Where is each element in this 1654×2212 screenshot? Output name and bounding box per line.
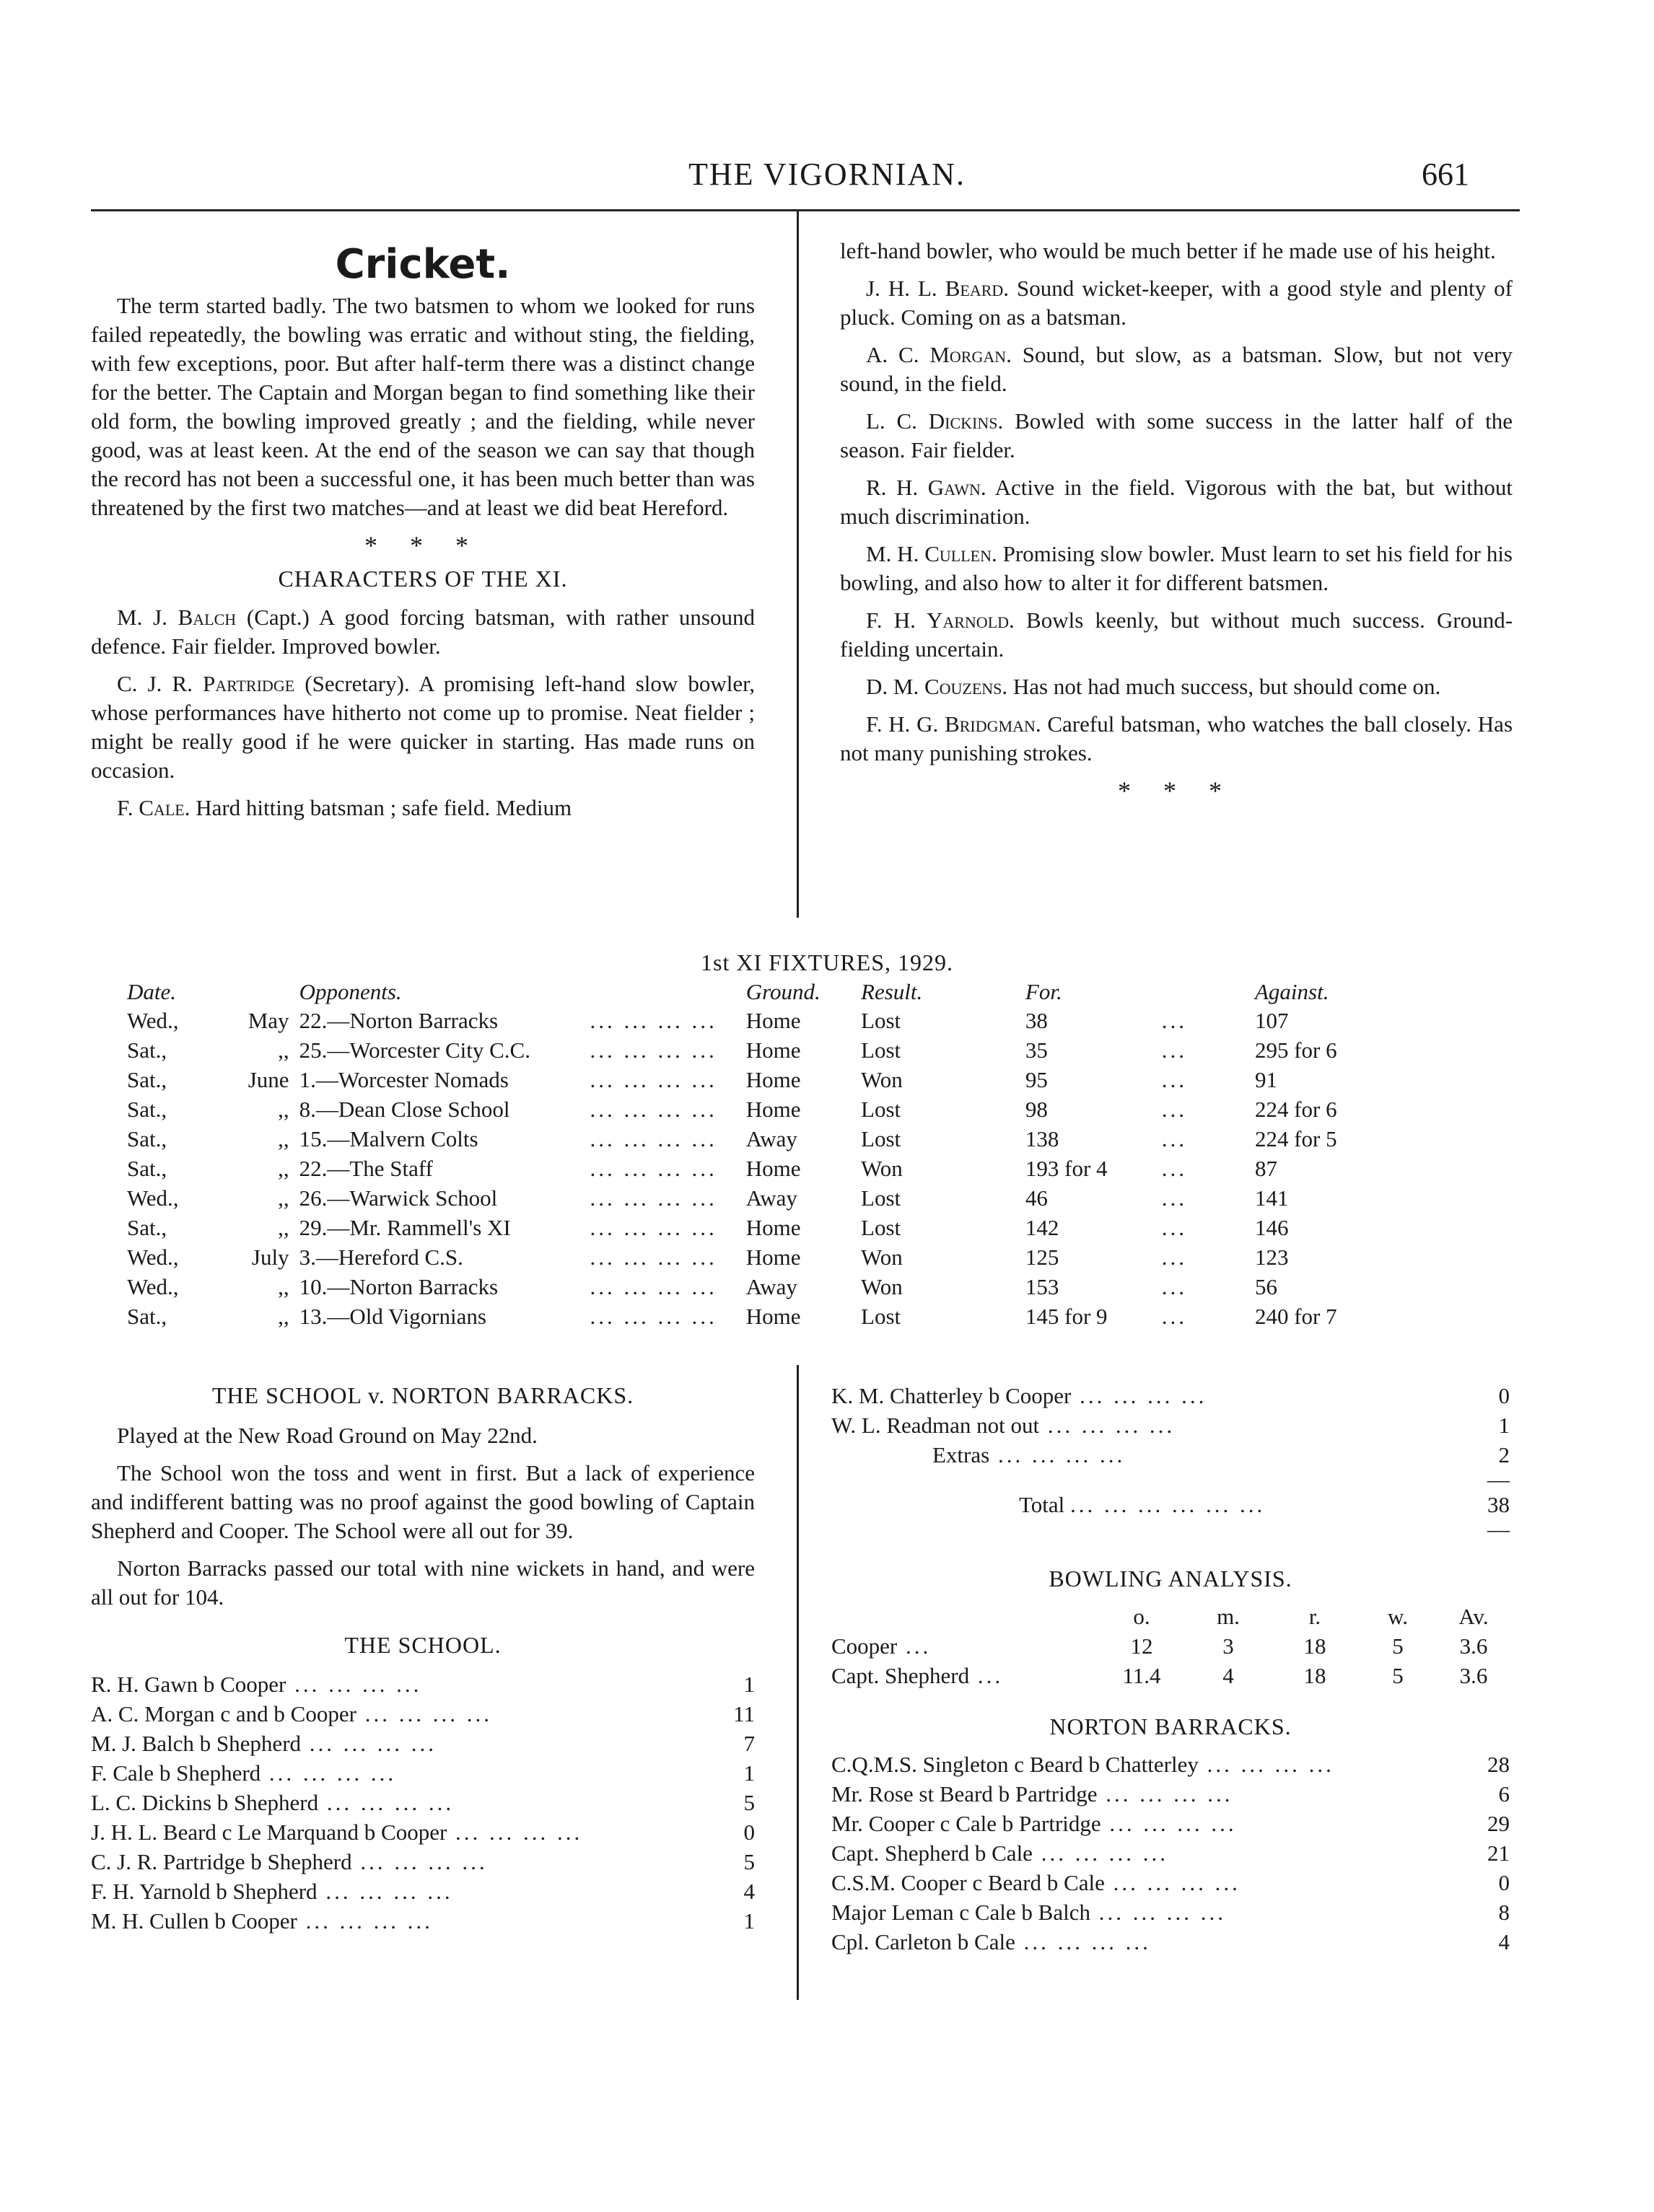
fixtures-header-row (127, 978, 1484, 1006)
running-title: THE VIGORNIAN. (688, 157, 966, 192)
fixture-opp: 15.—Malvern Colts (299, 1125, 478, 1151)
batsman: W. L. Readman not out ... ... ... ... (831, 1412, 1176, 1438)
fixture-dots: ... ... ... ... (590, 1155, 717, 1181)
fixture-opponent: Norton Barracks (349, 1007, 499, 1033)
left-column-upper (91, 291, 755, 831)
match-paragraph-2: Norton Barracks passed our total with nine wickets in hand, and were all out for 104. (91, 1555, 755, 1610)
fixture-for: 193 for 4 (1025, 1155, 1108, 1181)
fixture-against: 91 (1254, 1066, 1277, 1092)
fixture-result: Won (861, 1273, 903, 1299)
total-row (831, 1490, 1510, 1519)
left-column-lower (91, 1381, 755, 1936)
fixture-row (127, 1006, 1484, 1035)
fixture-day: Wed., (127, 1244, 179, 1270)
fixture-ground: Away (745, 1273, 797, 1299)
fixture-row (127, 1183, 1484, 1213)
fixture-for: 95 (1025, 1066, 1048, 1092)
fixture-month: ,, (278, 1214, 289, 1240)
character-name: F. Cale. (117, 795, 191, 820)
batsman: L. C. Dickins b Shepherd ... ... ... ... (91, 1789, 455, 1815)
fixture-opp: 3.—Hereford C.S. (299, 1244, 463, 1270)
match-title: THE SCHOOL v. NORTON BARRACKS. (211, 1382, 634, 1408)
batsman: Extras ... ... ... ... (932, 1441, 1126, 1467)
bowling-w: 5 (1392, 1633, 1404, 1659)
fixture-opp: 25.—Worcester City C.C. (299, 1037, 530, 1063)
fixture-day: Wed., (127, 1007, 179, 1033)
runs: 21 (1487, 1840, 1510, 1866)
fixture-sep: ... (1161, 1214, 1188, 1240)
character-morgan: A. C. Morgan. Sound, but slow, as a batsman. Slow, but not very sound, in the field. (840, 342, 1513, 396)
fixture-num: 3. (299, 1244, 316, 1270)
fixture-against: 56 (1254, 1273, 1277, 1299)
fixture-sep: ... (1161, 1037, 1188, 1063)
runs: 4 (743, 1878, 755, 1904)
fixture-month: June (248, 1066, 289, 1092)
batsman: F. H. Yarnold b Shepherd ... ... ... ... (91, 1878, 453, 1904)
bowling-o: 12 (1130, 1633, 1153, 1659)
batsman: M. J. Balch b Shepherd ... ... ... ... (91, 1730, 437, 1756)
fixture-sep: ... (1161, 1155, 1188, 1181)
fixture-sep: ... (1161, 1244, 1188, 1270)
fixture-row (127, 1035, 1484, 1065)
bowling-w: 5 (1392, 1662, 1404, 1688)
cricket-heading: Cricket. (335, 241, 511, 288)
fixture-sep: ... (1161, 1303, 1188, 1329)
fixture-day: Sat., (127, 1303, 167, 1329)
school-innings-row (91, 1817, 755, 1847)
character-cullen: M. H. Cullen. Promising slow bowler. Must learn to set his field for his bowling, and also how to alter it for different batsmen. (840, 541, 1513, 595)
fixture-for: 142 (1025, 1214, 1059, 1240)
batsman: K. M. Chatterley b Cooper ... ... ... ... (831, 1382, 1207, 1408)
norton-innings-row (831, 1868, 1510, 1897)
bowling-o: 11.4 (1122, 1662, 1161, 1688)
fixture-opponent: The Staff (349, 1155, 433, 1181)
col-date: Date. (127, 979, 177, 1004)
fixture-ground: Home (745, 1007, 801, 1033)
fixture-result: Lost (861, 1214, 901, 1240)
runs: 1 (743, 1760, 755, 1786)
fixture-num: 13. (299, 1303, 328, 1329)
fixture-opp: 1.—Worcester Nomads (299, 1066, 509, 1092)
fixture-opponent: Hereford C.S. (338, 1244, 463, 1270)
fixture-dots: ... ... ... ... (590, 1185, 717, 1211)
fixture-against: 107 (1254, 1007, 1289, 1033)
character-name: C. J. R. Partridge (117, 671, 295, 696)
character-couzens: D. M. Couzens. Has not had much success, but should come on. (866, 674, 1441, 699)
fixture-against: 224 for 5 (1254, 1125, 1337, 1151)
character-bridgman: F. H. G. Bridgman. Careful batsman, who watches the ball closely. Has not many punishing strokes. (840, 711, 1513, 765)
school-innings-row (91, 1847, 755, 1877)
fixture-ground: Home (745, 1066, 801, 1092)
fixture-against: 295 for 6 (1254, 1037, 1337, 1063)
fixture-dots: ... ... ... ... (590, 1066, 717, 1092)
fixture-opponent: Old Vigornians (349, 1303, 486, 1329)
fixture-dots: ... ... ... ... (590, 1244, 717, 1270)
fixture-ground: Home (745, 1303, 801, 1329)
fixture-row (127, 1154, 1484, 1183)
runs: 1 (1498, 1412, 1510, 1438)
fixture-opponent: Norton Barracks (349, 1273, 499, 1299)
fixture-num: 8. (299, 1096, 316, 1122)
fixture-result: Won (861, 1244, 903, 1270)
norton-innings-row (831, 1897, 1510, 1927)
fixture-day: Sat., (127, 1066, 167, 1092)
norton-heading: NORTON BARRACKS. (1049, 1713, 1292, 1739)
fixture-ground: Home (745, 1096, 801, 1122)
col-against: Against. (1254, 979, 1329, 1004)
school-heading: THE SCHOOL. (344, 1632, 502, 1658)
bowler: Capt. Shepherd ... (831, 1662, 1004, 1688)
fixture-for: 145 for 9 (1025, 1303, 1108, 1329)
fixture-ground: Home (745, 1037, 801, 1063)
fixture-month: July (251, 1244, 289, 1270)
fixture-num: 1. (299, 1066, 316, 1092)
fixture-opponent: Dean Close School (338, 1096, 510, 1122)
fixture-dots: ... ... ... ... (590, 1096, 717, 1122)
fixture-dots: ... ... ... ... (590, 1214, 717, 1240)
column-divider-lower (797, 1365, 799, 2000)
fixture-dots: ... ... ... ... (590, 1007, 717, 1033)
runs: 29 (1487, 1810, 1510, 1836)
intro-paragraph: The term started badly. The two batsmen to whom we looked for runs failed repeatedly, the bowling was erratic and without sting, the fielding, with few exceptions, poor. But after half-term there was a distinct change for the better. The Captain and Morgan began to find something like their old form, the bowling improved greatly ; and the fielding, while never good, was at least keen. At the end of the season we can say that though the record has not been a successful one, it has been much better than was threatened by the first two matches—and at least we did beat Hereford. (91, 293, 755, 520)
fixture-opp: 22.—Norton Barracks (299, 1007, 499, 1033)
runs: 11 (733, 1700, 755, 1726)
header-rule (91, 209, 1520, 211)
fixture-ground: Home (745, 1244, 801, 1270)
bowling-heading: BOWLING ANALYSIS. (1049, 1566, 1292, 1592)
bowling-av: 3.6 (1459, 1633, 1488, 1659)
fixture-day: Wed., (127, 1273, 179, 1299)
fixture-month: ,, (278, 1303, 289, 1329)
col-ground: Ground. (745, 979, 821, 1004)
fixture-result: Won (861, 1066, 903, 1092)
fixture-opponent: Mr. Rammell's XI (349, 1214, 511, 1240)
fixture-for: 38 (1025, 1007, 1048, 1033)
fixture-for: 98 (1025, 1096, 1048, 1122)
fixture-day: Sat., (127, 1214, 167, 1240)
fixture-num: 26. (299, 1185, 328, 1211)
right-column-upper (840, 237, 1513, 805)
character-gawn: R. H. Gawn. Active in the field. Vigorous with the bat, but without much discrimination. (840, 475, 1513, 529)
fixture-result: Won (861, 1155, 903, 1181)
runs: 1 (743, 1671, 755, 1697)
fixture-dots: ... ... ... ... (590, 1303, 717, 1329)
fixture-opp: 26.—Warwick School (299, 1185, 498, 1211)
fixture-dots: ... ... ... ... (590, 1037, 717, 1063)
match-played-at: Played at the New Road Ground on May 22nd. (117, 1423, 538, 1448)
fixture-sep: ... (1161, 1096, 1188, 1122)
school-innings-row (91, 1906, 755, 1936)
character-beard: J. H. L. Beard. Sound wicket-keeper, with a good style and plenty of pluck. Coming on as a batsman. (840, 276, 1513, 330)
fixture-result: Lost (861, 1303, 901, 1329)
batsman: C. J. R. Partridge b Shepherd ... ... ... ... (91, 1848, 488, 1874)
fixture-for: 153 (1025, 1273, 1059, 1299)
fixture-num: 22. (299, 1007, 328, 1033)
fixture-sep: ... (1161, 1125, 1188, 1151)
section-stars-2: * * * (1118, 776, 1235, 805)
total-table (831, 1490, 1510, 1519)
fixture-day: Wed., (127, 1185, 179, 1211)
school-innings-row (91, 1758, 755, 1788)
fixture-month: ,, (278, 1096, 289, 1122)
runs: 0 (1498, 1869, 1510, 1895)
fixture-num: 15. (299, 1125, 328, 1151)
runs: 5 (743, 1789, 755, 1815)
runs: 0 (1498, 1382, 1510, 1408)
column-divider-upper (797, 211, 799, 918)
fixture-result: Lost (861, 1096, 901, 1122)
batsman: Capt. Shepherd b Cale ... ... ... ... (831, 1840, 1168, 1866)
batsman: M. H. Cullen b Cooper ... ... ... ... (91, 1908, 433, 1934)
norton-innings-row (831, 1838, 1510, 1868)
fixture-day: Sat., (127, 1037, 167, 1063)
fixture-opponent: Malvern Colts (349, 1125, 478, 1151)
runs: 28 (1487, 1751, 1510, 1777)
character-dickins: L. C. Dickins. Bowled with some success in the latter half of the season. Fair fielder. (840, 408, 1513, 462)
fixture-result: Lost (861, 1007, 901, 1033)
character-cale: F. Cale. Hard hitting batsman ; safe field. Medium (117, 795, 572, 820)
school-innings-row (831, 1381, 1510, 1410)
fixture-row (127, 1213, 1484, 1242)
total-label: Total ... ... ... ... ... ... (1019, 1491, 1266, 1517)
batsman: Mr. Cooper c Cale b Partridge ... ... ... ... (831, 1810, 1237, 1836)
fixture-month: ,, (278, 1125, 289, 1151)
school-innings-cont-table (831, 1381, 1510, 1470)
fixture-result: Lost (861, 1125, 901, 1151)
runs: 1 (743, 1908, 755, 1934)
bowling-row (831, 1661, 1510, 1690)
runs: 6 (1498, 1781, 1510, 1807)
fixtures-title: 1st XI FIXTURES, 1929. (700, 949, 953, 975)
bowling-m: 3 (1222, 1633, 1234, 1659)
batsman: Cpl. Carleton b Cale ... ... ... ... (831, 1928, 1151, 1954)
school-innings-row (831, 1440, 1510, 1470)
runs: 0 (743, 1819, 755, 1845)
school-innings-row (91, 1729, 755, 1758)
characters-heading: CHARACTERS OF THE XI. (278, 566, 568, 592)
match-paragraph-1: The School won the toss and went in first. But a lack of experience and indifferent batting was no proof against the good bowling of Captain Shepherd and Cooper. The School were all out for 39. (91, 1460, 755, 1543)
fixture-ground: Home (745, 1155, 801, 1181)
fixture-month: May (248, 1007, 289, 1033)
fixture-against: 123 (1254, 1244, 1289, 1270)
norton-innings-row (831, 1927, 1510, 1957)
fixture-opp: 29.—Mr. Rammell's XI (299, 1214, 511, 1240)
fixture-day: Sat., (127, 1096, 167, 1122)
fixture-month: ,, (278, 1273, 289, 1299)
fixture-row (127, 1302, 1484, 1331)
runs: 7 (743, 1730, 755, 1756)
norton-innings-row (831, 1750, 1510, 1779)
fixture-day: Sat., (127, 1155, 167, 1181)
school-innings-table (91, 1669, 755, 1936)
fixture-num: 10. (299, 1273, 328, 1299)
fixture-sep: ... (1161, 1273, 1188, 1299)
school-innings-row (91, 1669, 755, 1699)
fixture-row (127, 1272, 1484, 1302)
fixture-against: 141 (1254, 1185, 1289, 1211)
runs: 5 (743, 1848, 755, 1874)
character-cale-cont: left-hand bowler, who would be much better if he made use of his height. (840, 238, 1496, 263)
runs: 4 (1498, 1928, 1510, 1954)
fixture-num: 25. (299, 1037, 328, 1063)
batsman: C.Q.M.S. Singleton c Beard b Chatterley ... ... ... ... (831, 1751, 1334, 1777)
fixture-against: 240 for 7 (1254, 1303, 1337, 1329)
fixture-num: 22. (299, 1155, 328, 1181)
fixtures-body (127, 1006, 1484, 1331)
school-innings-row (91, 1877, 755, 1906)
fixture-opponent: Warwick School (349, 1185, 498, 1211)
fixture-result: Lost (861, 1037, 901, 1063)
fixture-num: 29. (299, 1214, 328, 1240)
norton-innings-table (831, 1750, 1510, 1957)
runs: 8 (1498, 1899, 1510, 1925)
right-column-lower (831, 1381, 1510, 1957)
total-value: 38 (1487, 1491, 1510, 1517)
character-name: M. J. Balch (117, 605, 237, 630)
batsman: Mr. Rose st Beard b Partridge ... ... ... ... (831, 1781, 1233, 1807)
bowling-r: 18 (1303, 1633, 1326, 1659)
fixture-month: ,, (278, 1037, 289, 1063)
batsman: F. Cale b Shepherd ... ... ... ... (91, 1760, 397, 1786)
fixture-against: 146 (1254, 1214, 1289, 1240)
fixture-sep: ... (1161, 1066, 1188, 1092)
school-innings-row (91, 1788, 755, 1817)
fixture-row (127, 1124, 1484, 1154)
fixture-dots: ... ... ... ... (590, 1273, 717, 1299)
fixture-dots: ... ... ... ... (590, 1125, 717, 1151)
bowling-av: 3.6 (1459, 1662, 1488, 1688)
fixture-opp: 8.—Dean Close School (299, 1096, 510, 1122)
bowling-m: 4 (1222, 1662, 1234, 1688)
fixture-against: 224 for 6 (1254, 1096, 1337, 1122)
col-for: For. (1025, 979, 1062, 1004)
col-opponents: Opponents. (299, 979, 402, 1004)
fixture-for: 138 (1025, 1125, 1059, 1151)
batsman: C.S.M. Cooper c Beard b Cale ... ... ... ... (831, 1869, 1240, 1895)
fixture-month: ,, (278, 1155, 289, 1181)
fixture-opp: 22.—The Staff (299, 1155, 433, 1181)
bowling-header-row: o. m. r. w. Av. (1133, 1603, 1489, 1629)
batsman: Major Leman c Cale b Balch ... ... ... ... (831, 1899, 1226, 1925)
fixture-opp: 10.—Norton Barracks (299, 1273, 499, 1299)
school-innings-row (91, 1699, 755, 1729)
fixture-ground: Away (745, 1185, 797, 1211)
fixture-ground: Away (745, 1125, 797, 1151)
fixture-ground: Home (745, 1214, 801, 1240)
character-partridge: C. J. R. Partridge (Secretary). A promising left-hand slow bowler, whose performances have hitherto not come up to promise. Neat fielder ; might be really good if he were quicker in starting. Has made runs on occasion. (91, 671, 756, 783)
fixture-for: 46 (1025, 1185, 1048, 1211)
fixtures-table (127, 978, 1484, 1331)
fixture-for: 125 (1025, 1244, 1059, 1270)
norton-innings-row (831, 1809, 1510, 1838)
fixture-day: Sat., (127, 1125, 167, 1151)
school-innings-row (831, 1410, 1510, 1440)
fixture-result: Lost (861, 1185, 901, 1211)
character-yarnold: F. H. Yarnold. Bowls keenly, but without much success. Ground-fielding uncertain. (840, 607, 1513, 662)
section-stars: * * * (364, 531, 481, 560)
fixture-row (127, 1242, 1484, 1272)
total-rule-bottom: — (1487, 1517, 1510, 1542)
fixture-month: ,, (278, 1185, 289, 1211)
fixture-sep: ... (1161, 1007, 1188, 1033)
bowler: Cooper ... (831, 1633, 932, 1659)
batsman: R. H. Gawn b Cooper ... ... ... ... (91, 1671, 422, 1697)
character-balch: M. J. Balch (Capt.) A good forcing batsman, with rather unsound defence. Fair fielder. Improved bowler. (91, 605, 755, 659)
page-number: 661 (1422, 157, 1469, 192)
batsman: J. H. L. Beard c Le Marquand b Cooper ... ... ... ... (91, 1819, 583, 1845)
fixture-row (127, 1065, 1484, 1094)
fixture-opp: 13.—Old Vigornians (299, 1303, 486, 1329)
bowling-r: 18 (1303, 1662, 1326, 1688)
fixture-row (127, 1094, 1484, 1124)
bowling-row (831, 1631, 1510, 1661)
fixture-against: 87 (1254, 1155, 1277, 1181)
bowling-table (831, 1602, 1510, 1690)
norton-innings-row (831, 1779, 1510, 1809)
fixture-for: 35 (1025, 1037, 1048, 1063)
fixture-opponent: Worcester City C.C. (349, 1037, 530, 1063)
col-result: Result. (861, 979, 923, 1004)
runs: 2 (1498, 1441, 1510, 1467)
batsman: A. C. Morgan c and b Cooper ... ... ... ... (91, 1700, 492, 1726)
total-rule-top: — (1487, 1467, 1510, 1492)
fixture-opponent: Worcester Nomads (338, 1066, 509, 1092)
fixture-sep: ... (1161, 1185, 1188, 1211)
